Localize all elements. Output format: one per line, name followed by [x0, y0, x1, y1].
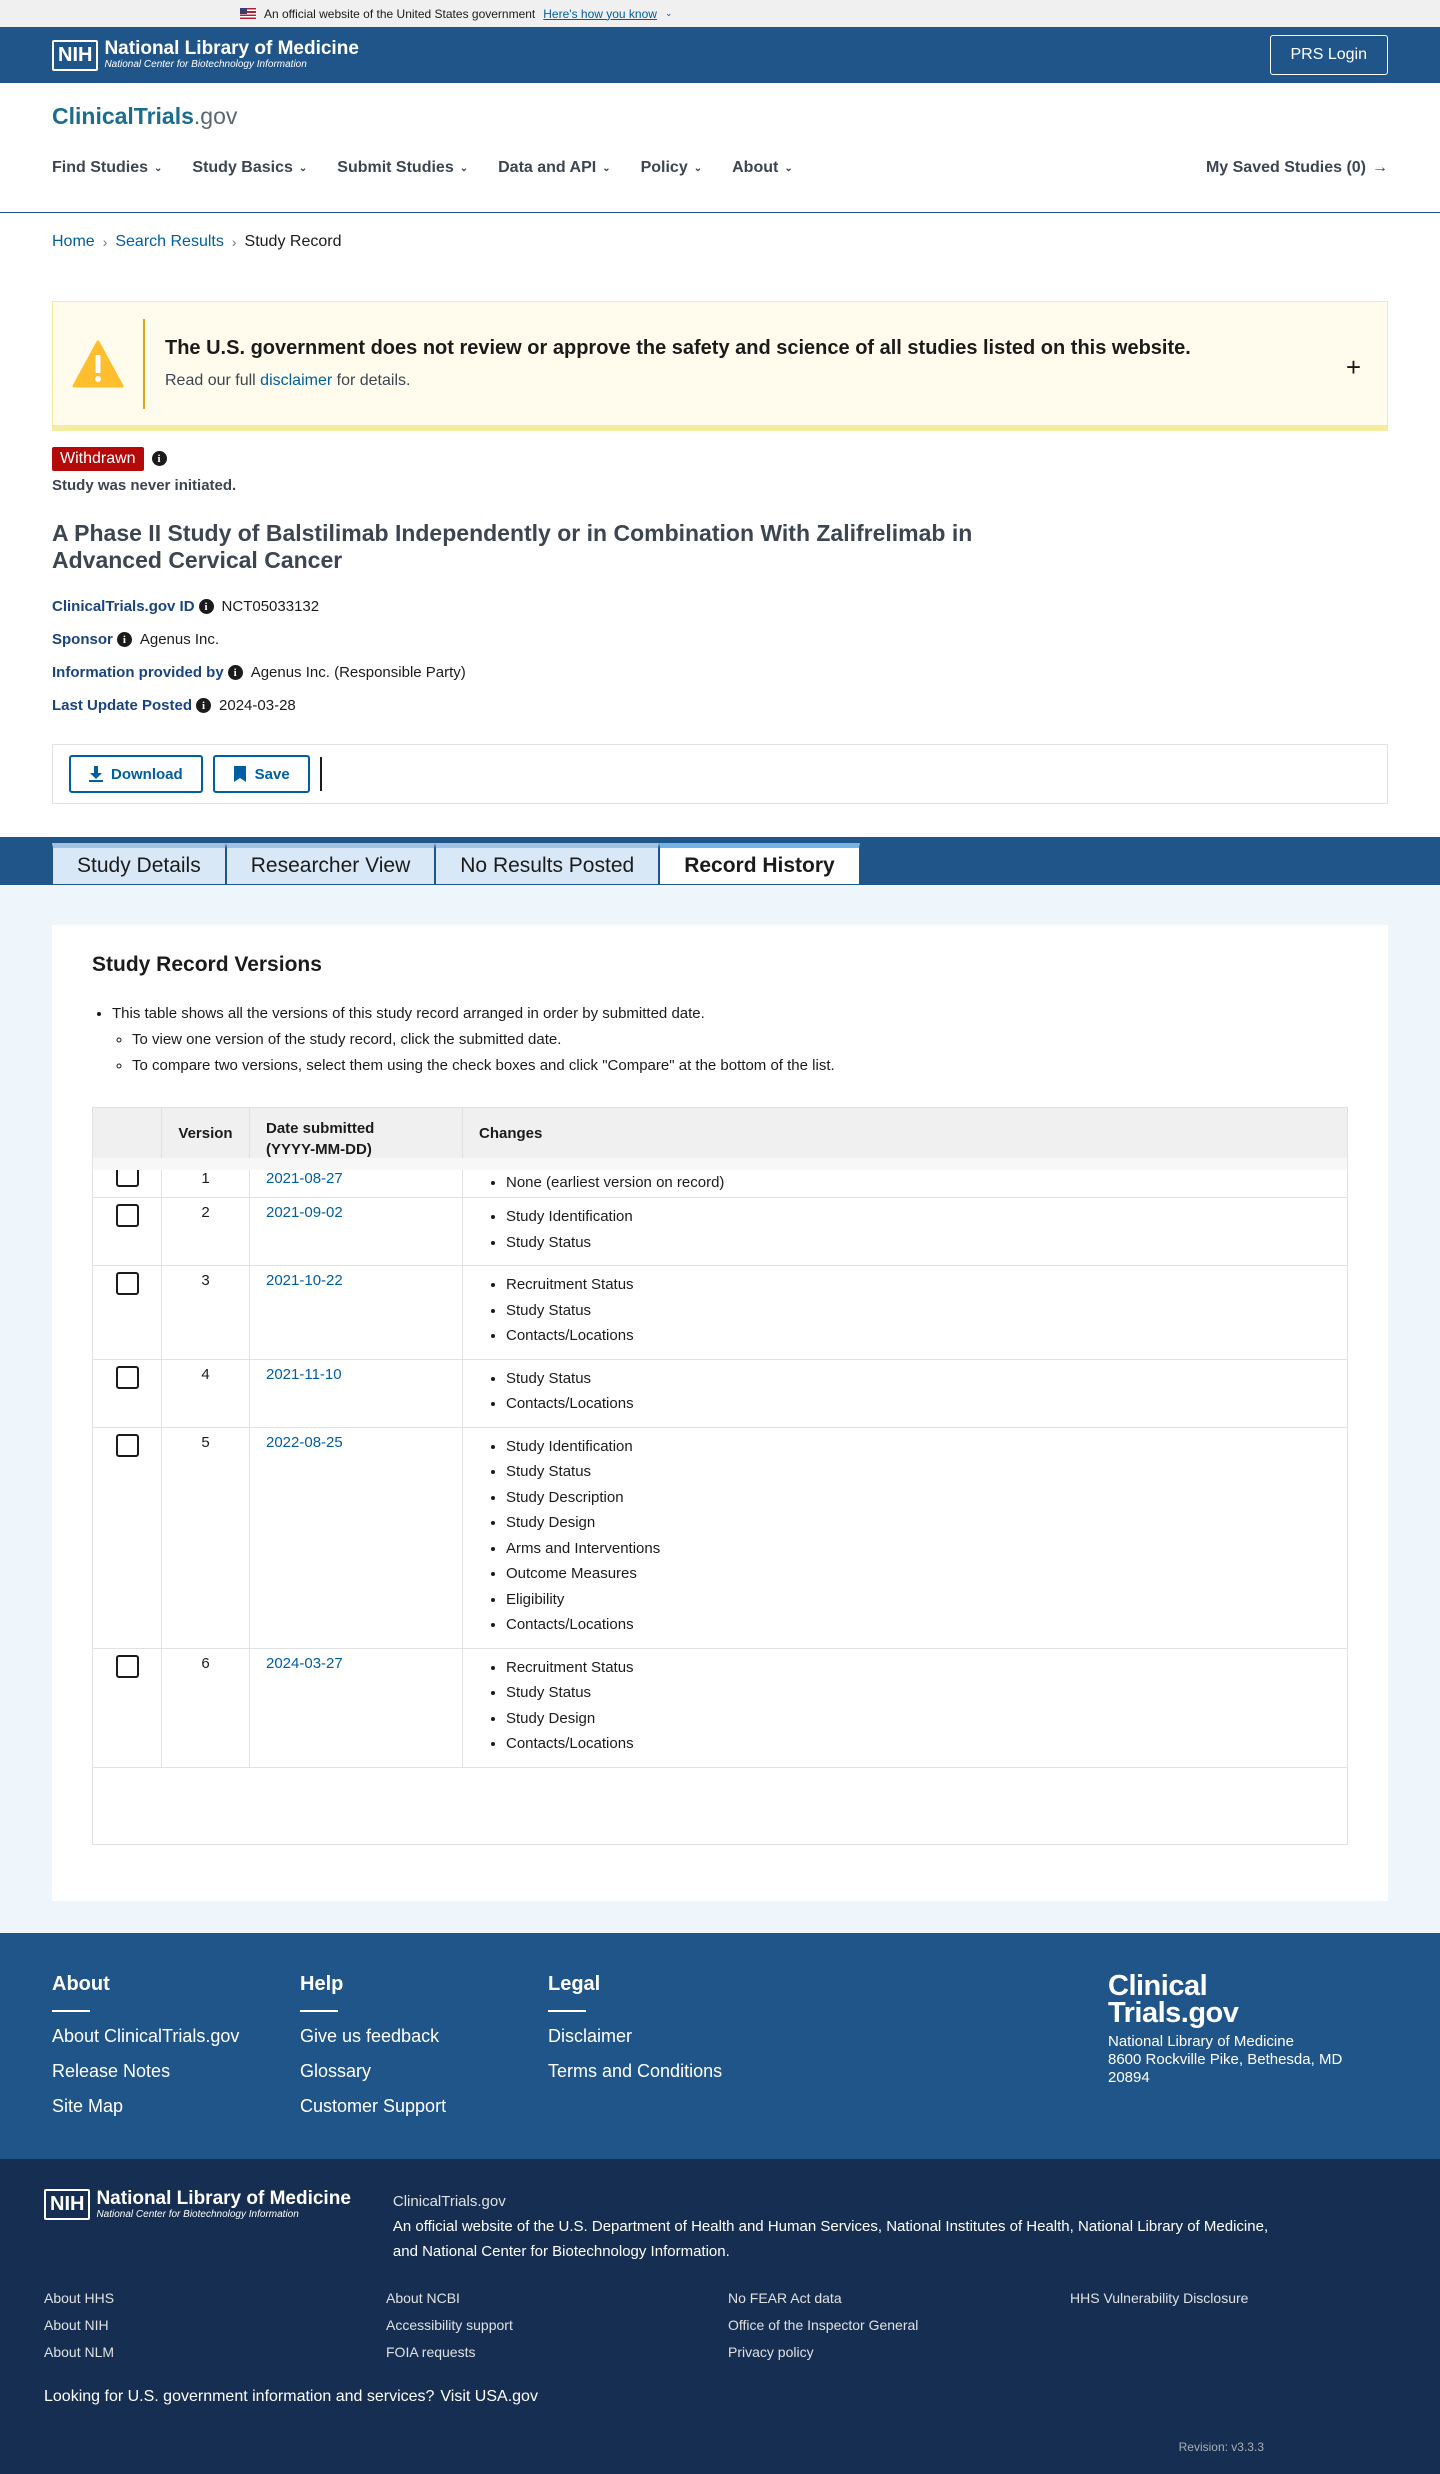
disclaimer-text	[165, 372, 1191, 390]
change-item: • Contacts/Locations	[506, 1612, 1347, 1638]
tab-no-results-posted[interactable]: No Results Posted	[435, 843, 659, 885]
table-row	[93, 1266, 1347, 1360]
study-title: A Phase II Study of Balstilimab Independently or in Combination With Zalifrelimab in Advanced Cervical Cancer	[52, 520, 973, 573]
nih-link[interactable]: National Institutes of Health	[886, 2217, 1070, 2235]
footer-link[interactable]: No FEAR Act data	[728, 2289, 842, 2306]
site-logo-main: ClinicalTrials	[52, 103, 194, 129]
change-item: • Contacts/Locations	[506, 1731, 1347, 1757]
version-checkbox[interactable]	[116, 1204, 139, 1227]
chevron-down-icon: ⌄	[459, 162, 469, 174]
version-date-link[interactable]: 2024-03-27	[266, 1654, 343, 1672]
footer-logo-line1: Clinical	[1108, 1969, 1208, 2002]
footer-underline	[548, 2010, 586, 2012]
nav-data-api[interactable]	[498, 159, 610, 177]
footer-link[interactable]: Customer Support	[300, 2095, 447, 2116]
footer-link[interactable]: Give us feedback	[300, 2025, 440, 2046]
footer-link[interactable]: FOIA requests	[386, 2343, 476, 2360]
nih-logo-mark: NIH	[52, 40, 98, 71]
change-item: • Recruitment Status	[506, 1272, 1347, 1298]
info-icon[interactable]: i	[196, 698, 211, 713]
change-item: • Study Identification	[506, 1434, 1347, 1460]
version-number: 6	[162, 1649, 250, 1767]
nlm-footer-logo[interactable]	[44, 2189, 351, 2221]
last-update-value: 2024-03-28	[219, 697, 296, 714]
last-update-label: Last Update Posted	[52, 697, 193, 714]
versions-heading: Study Record Versions	[92, 953, 322, 976]
footer-link[interactable]: About NLM	[44, 2343, 115, 2360]
footer-logo[interactable]	[1108, 1969, 1388, 2029]
footer-legal	[548, 1973, 796, 2123]
change-item: • Recruitment Status	[506, 1655, 1347, 1681]
version-number: 1	[162, 1170, 250, 1197]
address-line: National Library of Medicine	[1108, 2032, 1294, 2050]
footer-link[interactable]: Office of the Inspector General	[728, 2316, 919, 2333]
status-section	[0, 431, 1440, 494]
row-select-cell	[93, 1428, 162, 1648]
footer-link[interactable]: About HHS	[44, 2289, 115, 2306]
versions-card	[52, 925, 1388, 1901]
disclaimer-link[interactable]: disclaimer	[260, 372, 333, 389]
breadcrumb-search-results[interactable]: Search Results	[115, 233, 224, 250]
chevron-down-icon: ⌄	[784, 162, 793, 174]
version-number: 5	[162, 1428, 250, 1648]
and-text: and	[392, 2242, 418, 2260]
save-button[interactable]	[213, 755, 310, 793]
change-item: • Study Status	[506, 1366, 1347, 1392]
official-website-info: ClinicalTrials.gov An official website of the U.S. Department of Health and Human Services, National Institutes of Health, National Library of Medicine, and National Center for Biotechnology Information.	[393, 2189, 1268, 2264]
row-select-cell	[93, 1266, 162, 1359]
header-date-line2: (YYYY-MM-DD)	[266, 1141, 372, 1158]
date-cell	[250, 1198, 463, 1265]
nav-label: Find Studies	[52, 159, 148, 176]
action-divider	[320, 757, 322, 791]
usa-gov-link[interactable]: Visit USA.gov	[440, 2387, 538, 2405]
arrow-right-icon: →	[1372, 159, 1388, 176]
changes-cell	[463, 1649, 1347, 1767]
changes-cell	[463, 1266, 1347, 1359]
expand-plus-icon[interactable]: +	[1345, 352, 1361, 382]
chevron-down-icon: ⌄	[693, 162, 703, 174]
nih-logo[interactable]	[52, 39, 359, 71]
nav-submit-studies[interactable]	[337, 159, 468, 177]
disclaimer-pre: Read our full	[165, 372, 256, 389]
footer-about	[52, 1973, 300, 2123]
change-item: • Study Design	[506, 1706, 1347, 1732]
site-logo-suffix: .gov	[193, 103, 238, 129]
tab-study-details[interactable]: Study Details	[52, 843, 226, 885]
disclaimer-divider	[143, 319, 145, 409]
provider-value: Agenus Inc. (Responsible Party)	[250, 664, 466, 681]
tab-record-history[interactable]: Record History	[659, 843, 860, 885]
footer-link[interactable]: Glossary	[300, 2060, 372, 2081]
footer-link[interactable]: About NCBI	[386, 2289, 460, 2306]
agency-footer	[0, 2159, 1440, 2474]
breadcrumb-current: Study Record	[244, 233, 342, 250]
usa-text: Looking for U.S. government information and services?	[44, 2387, 435, 2405]
version-date-link[interactable]: 2022-08-25	[266, 1433, 343, 1451]
change-item: • Study Design	[506, 1510, 1347, 1536]
chevron-right-icon: ›	[231, 234, 237, 250]
info-icon[interactable]: i	[199, 599, 214, 614]
header-changes: Changes	[479, 1124, 543, 1142]
nav-label: Submit Studies	[337, 159, 454, 176]
status-note: Study was never initiated.	[52, 477, 237, 494]
change-item: • Study Status	[506, 1459, 1347, 1485]
change-item: • Study Status	[506, 1680, 1347, 1706]
download-label: Download	[111, 765, 183, 783]
changes-cell	[463, 1198, 1347, 1265]
download-button[interactable]	[69, 755, 203, 793]
version-checkbox[interactable]	[116, 1272, 139, 1295]
version-date-link[interactable]: 2021-09-02	[266, 1204, 343, 1221]
table-row	[93, 1360, 1347, 1428]
nih-header	[0, 27, 1440, 83]
provider-label: Information provided by	[52, 664, 224, 681]
official-pre: An official website of the	[392, 2217, 555, 2235]
version-date-link[interactable]: 2021-11-10	[266, 1365, 342, 1383]
disclaimer-alert[interactable]	[52, 301, 1388, 431]
nav-label: Data and API	[498, 159, 597, 176]
breadcrumb-home[interactable]: Home	[52, 233, 95, 250]
change-item: • Study Status	[506, 1298, 1347, 1324]
footer-link[interactable]: Release Notes	[52, 2060, 171, 2081]
footer-heading: Legal	[548, 1972, 601, 1995]
footer-logo-line2: Trials.gov	[1108, 1996, 1239, 2029]
nav-label: Study Basics	[192, 159, 293, 176]
changes-cell	[463, 1360, 1347, 1427]
nlm-link[interactable]: National Library of Medicine	[1078, 2217, 1264, 2235]
address-line: 20894	[1108, 2068, 1150, 2086]
change-item: • Outcome Measures	[506, 1561, 1347, 1587]
table-header	[93, 1108, 1347, 1170]
heres-how-you-know-link[interactable]: Here's how you know	[543, 6, 657, 21]
change-item: • Arms and Interventions	[506, 1536, 1347, 1562]
versions-instructions	[92, 1001, 1348, 1079]
info-icon[interactable]: i	[117, 632, 132, 647]
footer-address	[1108, 1969, 1388, 2123]
table-row	[93, 1170, 1347, 1198]
record-history-section	[0, 885, 1440, 1933]
nlm-name: National Library of Medicine	[104, 38, 359, 59]
nav-policy[interactable]	[641, 159, 703, 177]
change-item: • Study Status	[506, 1230, 1347, 1256]
change-item: • Contacts/Locations	[506, 1391, 1347, 1417]
version-number: 2	[162, 1198, 250, 1265]
nlm-name: National Library of Medicine	[96, 2187, 351, 2209]
footer-underline	[300, 2010, 338, 2012]
table-row	[93, 1198, 1347, 1266]
change-item: • Contacts/Locations	[506, 1323, 1347, 1349]
ncbi-name: National Center for Biotechnology Information	[96, 2208, 299, 2220]
footer-link[interactable]: Disclaimer	[548, 2025, 633, 2046]
agency-links	[44, 2290, 1396, 2360]
sponsor-label: Sponsor	[52, 631, 113, 648]
version-date-link[interactable]: 2021-10-22	[266, 1272, 343, 1289]
date-cell	[250, 1428, 463, 1648]
versions-table	[92, 1107, 1348, 1845]
version-checkbox[interactable]	[116, 1655, 139, 1678]
prs-login-button[interactable]: PRS Login	[1270, 35, 1389, 75]
footer-link[interactable]: HHS Vulnerability Disclosure	[1070, 2289, 1249, 2306]
footer-heading: About	[52, 1972, 110, 1995]
nav-label: Policy	[640, 159, 688, 176]
date-cell	[250, 1360, 463, 1427]
row-select-cell	[93, 1649, 162, 1767]
warning-icon	[53, 340, 143, 388]
date-cell	[250, 1170, 463, 1197]
version-checkbox[interactable]	[116, 1170, 139, 1187]
change-item: • Study Identification	[506, 1204, 1347, 1230]
version-checkbox[interactable]	[116, 1434, 139, 1457]
row-select-cell	[93, 1170, 162, 1197]
header-select	[93, 1108, 162, 1158]
ncbi-name: National Center for Biotechnology Information	[104, 59, 307, 70]
site-logo[interactable]	[52, 103, 1388, 139]
version-number: 4	[162, 1360, 250, 1427]
disclaimer-heading: The U.S. government does not review or approve the safety and science of all studies listed on this website.	[165, 337, 1191, 359]
footer-link[interactable]: Terms and Conditions	[548, 2060, 723, 2081]
footer-link[interactable]: Privacy policy	[728, 2343, 814, 2360]
change-item: • Study Description	[506, 1485, 1347, 1511]
version-number: 3	[162, 1266, 250, 1359]
nav-label: About	[732, 159, 779, 176]
footer-site-name: ClinicalTrials.gov	[392, 2192, 506, 2210]
my-saved-studies-link[interactable]	[1206, 159, 1388, 177]
saved-label: My Saved Studies (0)	[1205, 159, 1366, 176]
revision-text: Revision: v3.3.3	[1178, 2439, 1264, 2454]
footer-link[interactable]: About ClinicalTrials.gov	[52, 2025, 240, 2046]
date-cell	[250, 1649, 463, 1767]
header-date-line1: Date submitted	[266, 1120, 375, 1137]
sponsor-value: Agenus Inc.	[139, 631, 220, 648]
us-flag-icon	[240, 8, 256, 19]
instruction-text: ◦ To view one version of the study record, click the submitted date.	[132, 1027, 1348, 1053]
action-bar	[52, 744, 1388, 804]
status-badge: Withdrawn	[52, 447, 144, 471]
footer-link[interactable]: About NIH	[44, 2316, 109, 2333]
instruction-text: This table shows all the versions of this study record arranged in order by submitted date.	[112, 1005, 705, 1022]
chevron-down-icon: ⌄	[664, 8, 673, 18]
study-meta	[0, 574, 1440, 714]
ncbi-link[interactable]: National Center for Biotechnology Information	[422, 2242, 726, 2260]
footer-help	[300, 1973, 548, 2123]
nct-id: NCT05033132	[221, 598, 320, 615]
gov-banner-text: An official website of the United States government	[264, 6, 536, 21]
footer-link[interactable]: Accessibility support	[386, 2316, 513, 2333]
chevron-down-icon: ⌄	[602, 162, 611, 174]
gov-banner	[0, 0, 1440, 27]
save-label: Save	[254, 765, 290, 783]
bookmark-icon	[233, 765, 247, 783]
date-cell	[250, 1266, 463, 1359]
row-select-cell	[93, 1360, 162, 1427]
footer-link[interactable]: Site Map	[52, 2095, 124, 2116]
nav-find-studies[interactable]	[52, 159, 162, 177]
table-body	[93, 1170, 1347, 1768]
nav-about[interactable]	[732, 159, 793, 177]
nav-study-basics[interactable]	[192, 159, 307, 177]
info-icon[interactable]: i	[228, 665, 243, 680]
download-icon	[89, 766, 103, 782]
version-checkbox[interactable]	[116, 1366, 139, 1389]
site-header	[0, 83, 1440, 213]
footer-heading: Help	[300, 1972, 344, 1995]
change-item: • None (earliest version on record)	[506, 1170, 1347, 1196]
change-item: • Eligibility	[506, 1587, 1347, 1613]
header-date	[250, 1108, 463, 1158]
usa-gov-line	[44, 2388, 1396, 2406]
breadcrumb	[0, 213, 1440, 271]
disclaimer-post: for details.	[336, 372, 411, 389]
chevron-down-icon: ⌄	[298, 162, 308, 174]
nih-logo-mark: NIH	[44, 2189, 90, 2220]
address-line: 8600 Rockville Pike, Bethesda, MD	[1108, 2050, 1343, 2068]
changes-cell	[463, 1428, 1347, 1648]
row-select-cell	[93, 1198, 162, 1265]
version-date-link[interactable]: 2021-08-27	[266, 1170, 343, 1187]
table-footer	[93, 1768, 1347, 1844]
table-row	[93, 1649, 1347, 1768]
tab-bar	[0, 837, 1440, 885]
tab-researcher-view[interactable]: Researcher View	[226, 843, 436, 885]
main-nav	[52, 159, 1388, 177]
header-version: Version	[162, 1108, 250, 1158]
hhs-link[interactable]: U.S. Department of Health and Human Services	[558, 2217, 878, 2235]
chevron-down-icon: ⌄	[154, 162, 163, 174]
footer-underline	[52, 2010, 90, 2012]
info-icon[interactable]: i	[152, 451, 167, 466]
chevron-right-icon: ›	[102, 234, 108, 250]
changes-cell	[463, 1170, 1347, 1197]
table-row	[93, 1428, 1347, 1649]
nct-id-label: ClinicalTrials.gov ID	[52, 598, 195, 615]
site-footer	[0, 1933, 1440, 2159]
instruction-text: ◦ To compare two versions, select them using the check boxes and click "Compare" at the bottom of the list.	[132, 1053, 1348, 1079]
